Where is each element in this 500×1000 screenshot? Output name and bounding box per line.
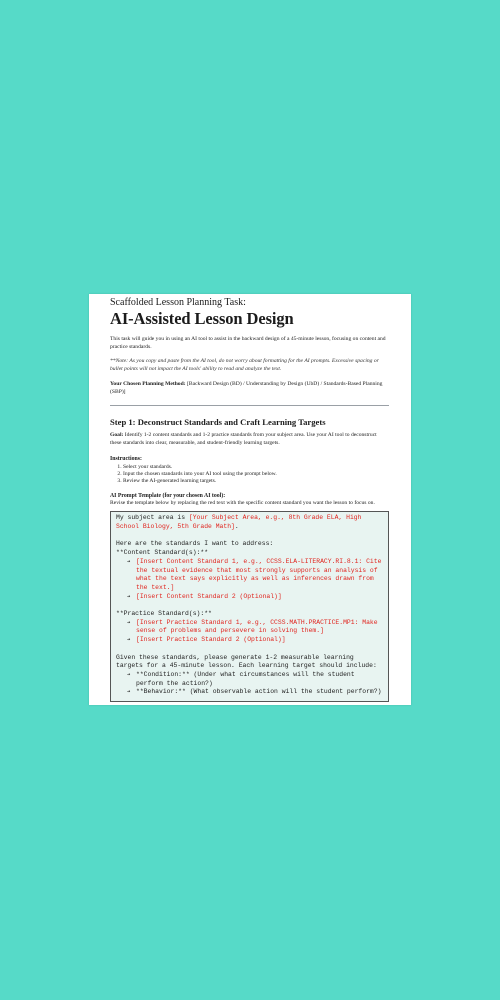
prompt-line-instructions: Given these standards, please generate 1-2 measurable learning targets for a 45-minute lesson. Each learning target should include: (116, 653, 377, 670)
prompt-line-standards: Here are the standards I want to address: (116, 540, 274, 548)
blank-line (116, 601, 384, 610)
list-item: 1. Select your standards. (123, 464, 389, 471)
practice-standard-1 (116, 619, 384, 636)
step1-goal (110, 432, 389, 447)
page-title: AI-Assisted Lesson Design (110, 309, 294, 328)
placeholder-practice-1: [Insert Practice Standard 1, e.g., CCSS.MATH.PRACTICE.MP1: Make sense of problems and persevere in solving them.] (136, 618, 378, 635)
instructions-list (110, 464, 389, 485)
section-divider (110, 405, 389, 406)
prompt-template-box[interactable] (110, 511, 389, 702)
list-item: 2. Input the chosen standards into your AI tool using the prompt below. (123, 471, 389, 478)
placeholder-subject: [Your Subject Area, e.g., 8th Grade ELA, High School Biology, 5th Grade Math] (116, 514, 362, 531)
planning-method-value: [Backward Design (BD) / Understanding by Design (UbD) / Standards-Based Planning (SBP)] (110, 380, 383, 395)
arrow-icon: ➔ (127, 618, 131, 626)
prompt-heading: AI Prompt Template (for your chosen AI tool): (110, 492, 226, 499)
prompt-text: . (234, 523, 239, 531)
arrow-icon: ➔ (127, 557, 131, 565)
condition-text: **Condition:** (Under what circumstances will the student perform the action?) (136, 670, 355, 687)
arrow-icon: ➔ (127, 592, 131, 600)
blank-line (116, 532, 384, 541)
prompt-line-content-heading: **Content Standard(s):** (116, 549, 209, 557)
planning-method (110, 381, 389, 396)
task-kicker: Scaffolded Lesson Planning Task: (110, 297, 246, 308)
content-standard-2 (116, 593, 384, 602)
step1-heading: Step 1: Deconstruct Standards and Craft Learning Targets (110, 417, 326, 428)
blank-line (116, 645, 384, 654)
goal-label: Goal: (110, 432, 124, 439)
behavior-text: **Behavior:** (What observable action will the student perform?) (136, 688, 382, 696)
practice-standard-2 (116, 636, 384, 645)
prompt-intro: Revise the template below by replacing the red text with the specific content standard you want the lesson to focus on. (110, 499, 375, 506)
document-page (89, 294, 411, 705)
prompt-text: My subject area is (116, 514, 189, 522)
content-standard-1 (116, 558, 384, 593)
placeholder-content-1: [Insert Content Standard 1, e.g., CCSS.ELA-LITERACY.RI.8.1: Cite the textual evidence that most strongly supports an analysis of what the text says explicitly as well as inferences drawn from the text.] (136, 557, 382, 591)
formatting-note: **Note: As you copy and paste from the AI tool, do not worry about formatting for the AI prompts. Excessive spacing or bullet points will not impact the AI tools' ability to read and analyze the text. (110, 358, 379, 373)
planning-method-label: Your Chosen Planning Method: (110, 380, 186, 387)
prompt-line-practice-heading: **Practice Standard(s):** (116, 610, 212, 618)
behavior-bullet (116, 688, 384, 697)
prompt-line-subject (116, 514, 384, 531)
list-item: 3. Review the AI-generated learning targets. (123, 478, 389, 485)
placeholder-practice-2: [Insert Practice Standard 2 (Optional)] (136, 636, 286, 644)
arrow-icon: ➔ (127, 636, 131, 644)
instructions-heading: Instructions: (110, 455, 142, 462)
goal-text: Identify 1-2 content standards and 1-2 practice standards from your subject area. Use your AI tool to deconstruct these standards into clear, measurable, and student-friendly learning targets. (110, 432, 377, 446)
condition-bullet (116, 671, 384, 688)
intro-paragraph: This task will guide you in using an AI tool to assist in the backward design of a 45-minute lesson, focusing on content and practice standards. (110, 336, 386, 350)
arrow-icon: ➔ (127, 670, 131, 678)
arrow-icon: ➔ (127, 688, 131, 696)
placeholder-content-2: [Insert Content Standard 2 (Optional)] (136, 592, 282, 600)
